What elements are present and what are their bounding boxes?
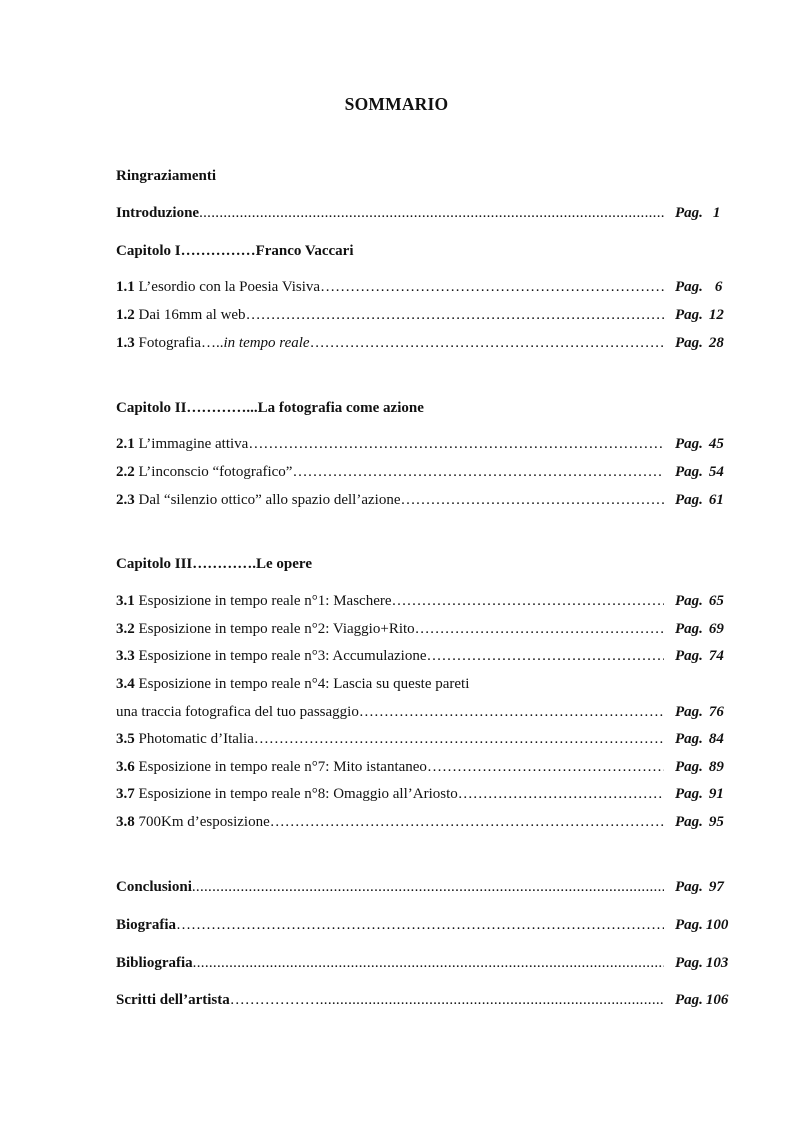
section-title: Esposizione in tempo reale n°8: Omaggio all’Ariosto [138, 786, 458, 802]
toc-entry-1-2[interactable] [116, 305, 736, 325]
page-number: 89 [708, 759, 724, 775]
section-number: 2.2 [116, 464, 135, 480]
section-number: 1.1 [116, 279, 135, 295]
section-title-italic: in tempo reale [223, 335, 310, 351]
toc-entry-3-8[interactable] [116, 812, 736, 832]
page-label: Pag. [675, 205, 703, 221]
page-label: Pag. [675, 436, 703, 452]
section-number: 3.5 [116, 731, 135, 747]
toc-entry-3-6[interactable] [116, 757, 736, 777]
page-number: 97 [708, 879, 724, 895]
toc-entry-1-1[interactable] [116, 277, 736, 297]
page-number: 103 [705, 955, 729, 971]
page-label: Pag. [675, 955, 703, 971]
toc-entry-bibliografia[interactable] [116, 953, 736, 973]
section-number: 2.1 [116, 436, 135, 452]
page-label: Pag. [675, 621, 703, 637]
chapter-heading-3: Capitolo III………….Le opere [116, 556, 312, 572]
section-number: 1.3 [116, 335, 135, 351]
page-label: Pag. [675, 786, 703, 802]
section-title: Dal “silenzio ottico” allo spazio dell’azione [138, 492, 401, 508]
section-title: 700Km d’esposizione [138, 814, 270, 830]
section-number: 3.2 [116, 621, 135, 637]
toc-entry-scritti[interactable]: Scritti dell’artista……………… ..... Pag. 106 [116, 990, 736, 1010]
page-number: 69 [708, 621, 724, 637]
section-title: L’immagine attiva [138, 436, 249, 452]
toc-entry-3-1[interactable] [116, 591, 736, 611]
ringraziamenti-heading: Ringraziamenti [116, 168, 216, 184]
page-number: 84 [708, 731, 724, 747]
section-number: 1.2 [116, 307, 135, 323]
page-label: Pag. [675, 648, 703, 664]
section-title: L’esordio con la Poesia Visiva [138, 279, 321, 295]
page-label: Pag. [675, 307, 703, 323]
page-label: Pag. [675, 759, 703, 775]
section-title: Esposizione in tempo reale n°1: Maschere [138, 593, 392, 609]
toc-entry-3-4-line2[interactable] [116, 702, 736, 722]
page-label: Pag. [675, 704, 703, 720]
section-number: 3.1 [116, 593, 135, 609]
toc-entry-3-2[interactable] [116, 619, 736, 639]
page-number: 12 [708, 307, 724, 323]
page-number: 100 [705, 917, 729, 933]
toc-entry-3-4-line1[interactable] [116, 674, 736, 694]
toc-entry-2-1[interactable] [116, 434, 736, 454]
toc-entry-introduzione[interactable] [116, 203, 736, 223]
chapter-heading-2: Capitolo II…………...La fotografia come azione [116, 400, 424, 416]
toc-entry-label: Bibliografia [116, 955, 193, 971]
page-label: Pag. [675, 279, 703, 295]
page-number: 61 [708, 492, 724, 508]
page-label: Pag. [675, 814, 703, 830]
toc-entry-label: Scritti dell’artista [116, 992, 230, 1008]
page-number: 6 [714, 279, 723, 295]
page-number: 95 [708, 814, 724, 830]
toc-entry-3-5[interactable] [116, 729, 736, 749]
section-number: 2.3 [116, 492, 135, 508]
page-label: Pag. [675, 335, 703, 351]
section-title: Esposizione in tempo reale n°4: Lascia su queste pareti [138, 676, 470, 692]
toc-entry-label: Conclusioni [116, 879, 192, 895]
toc-entry-3-3[interactable] [116, 646, 736, 666]
toc-entry-label: Introduzione [116, 205, 200, 221]
page-number: 106 [705, 992, 729, 1008]
section-title: Fotografia….. [138, 335, 224, 351]
page-number: 91 [708, 786, 724, 802]
toc-entry-3-7[interactable] [116, 784, 736, 804]
section-number: 3.6 [116, 759, 135, 775]
section-title: Dai 16mm al web [138, 307, 246, 323]
toc-entry-2-2[interactable] [116, 462, 736, 482]
chapter-heading-1: Capitolo I……………Franco Vaccari [116, 243, 354, 259]
page-number: 74 [708, 648, 724, 664]
toc-entry-label: Biografia [116, 917, 176, 933]
page-number: 76 [708, 704, 724, 720]
section-title: L’inconscio “fotografico” [138, 464, 293, 480]
section-title-continued: una traccia fotografica del tuo passaggio [116, 704, 359, 720]
section-title: Esposizione in tempo reale n°3: Accumulazione [138, 648, 427, 664]
page-title: SOMMARIO [344, 94, 449, 114]
page-label: Pag. [675, 879, 703, 895]
page-label: Pag. [675, 593, 703, 609]
toc-entry-1-3[interactable] [116, 333, 736, 353]
section-number: 3.7 [116, 786, 135, 802]
page-label: Pag. [675, 464, 703, 480]
toc-entry-conclusioni[interactable] [116, 877, 736, 897]
section-number: 3.3 [116, 648, 135, 664]
section-number: 3.4 [116, 676, 135, 692]
section-title: Photomatic d’Italia [138, 731, 254, 747]
page-number: 54 [708, 464, 724, 480]
toc-entry-2-3[interactable] [116, 490, 736, 510]
section-number: 3.8 [116, 814, 135, 830]
section-title: Esposizione in tempo reale n°7: Mito istantaneo [138, 759, 427, 775]
page-label: Pag. [675, 917, 703, 933]
page-label: Pag. [675, 992, 703, 1008]
section-title: Esposizione in tempo reale n°2: Viaggio+Rito [138, 621, 415, 637]
page-number: 65 [708, 593, 724, 609]
toc-entry-biografia[interactable] [116, 915, 736, 935]
page-number: 1 [712, 205, 721, 221]
page-number: 45 [708, 436, 724, 452]
page-label: Pag. [675, 492, 703, 508]
page-label: Pag. [675, 731, 703, 747]
page-number: 28 [708, 335, 724, 351]
